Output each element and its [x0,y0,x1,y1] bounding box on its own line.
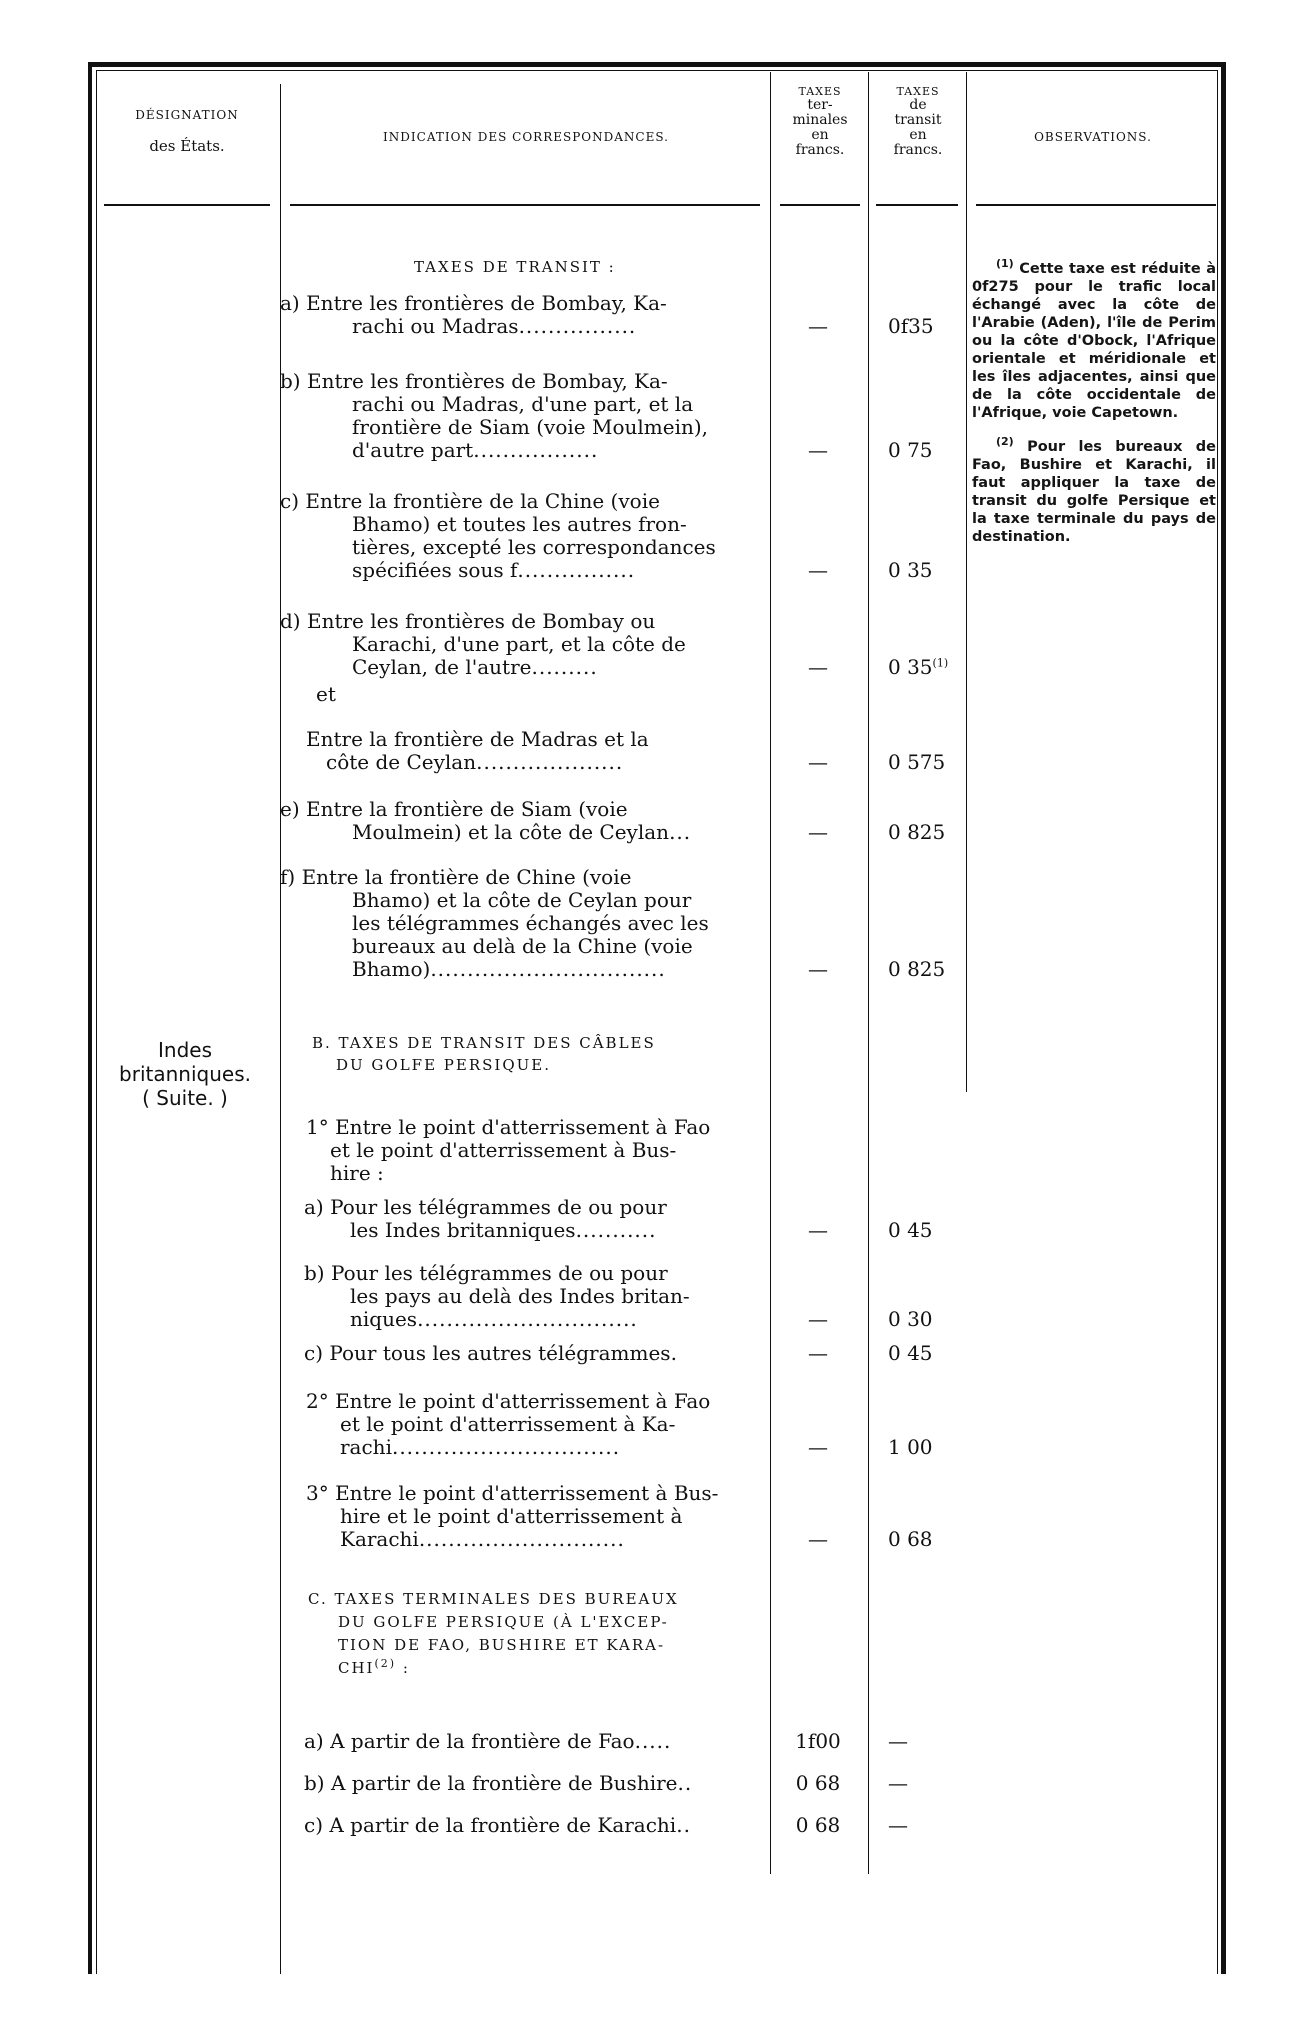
terminal-rate: — [808,957,828,981]
entry-line: hire : [330,1161,384,1185]
header-terminal [772,86,868,158]
column-rule-1 [280,84,281,1974]
entry-text [280,490,770,582]
entry-line [280,1308,770,1331]
header-terminal-line: ter- [807,96,833,113]
header-transit-line: TAXES [896,85,940,98]
entry-line: c) Entre la frontière de la Chine (voie [280,489,660,513]
entry-text [280,370,770,462]
header-rule [976,204,1216,206]
entry-text-part: les Indes britanniques [350,1218,576,1242]
entry-text [280,1730,770,1753]
leader-dots: ................ [518,314,637,338]
entry-line: Bhamo) et toutes les autres fron- [352,512,687,536]
entry-line: et le point d'atterrissement à Bus- [330,1138,677,1162]
entry-line: Karachi, d'une part, et la côte de [352,632,686,656]
header-terminal-line: en [811,127,829,144]
section-title-line: TION DE FAO, BUSHIRE ET KARA- [338,1636,666,1654]
leader-dots: ................................ [430,957,666,981]
entry-text [280,1262,770,1331]
entry-line [280,656,770,679]
entry-line [280,559,770,582]
header-terminal-line: TAXES [798,85,842,98]
header-indication: INDICATION DES CORRESPONDANCES. [383,130,669,144]
terminal-rate: — [808,314,828,338]
terminal-rate: 0 68 [795,1813,841,1837]
terminal-rate: — [808,1527,828,1551]
terminal-rate: — [808,1435,828,1459]
entry-line [280,1436,770,1459]
header-terminal-line: francs. [795,142,845,159]
header-designation-line: DÉSIGNATION [135,108,239,122]
entry-text-part: Bhamo) [352,957,431,981]
entry-text-part: b) A partir de la frontière de Bushire [304,1771,678,1795]
entry-line [280,1772,770,1795]
entry-text [280,1116,770,1185]
entry-line: rachi ou Madras, d'une part, et la [352,392,694,416]
terminal-rate: — [808,558,828,582]
transit-rate: — [888,1771,908,1795]
leader-dots: ......... [531,655,598,679]
header-transit [870,86,966,158]
entry-text-part: Ceylan, de l'autre [352,655,532,679]
state-label-line: ( Suite. ) [142,1086,228,1110]
footnote-ref: (2) [374,1657,397,1670]
entry-line [280,315,770,338]
entry-line [280,1814,770,1837]
entry-text-part: rachi [340,1435,392,1459]
section-title-line [308,1657,679,1680]
terminal-rate: — [808,1218,828,1242]
section-title-line: C. TAXES TERMINALES DES BUREAUX [308,1590,679,1608]
entry-text [280,1342,770,1365]
entry-line [280,1219,770,1242]
entry-text-part: Moulmein) et la côte de Ceylan [352,820,670,844]
terminal-rate: 1f00 [795,1729,841,1753]
entry-line: 2° Entre le point d'atterrissement à Fao [306,1389,711,1413]
entry-line: tières, excepté les correspondances [352,535,716,559]
leader-dots: ........... [575,1218,657,1242]
entry-text [280,1390,770,1459]
entry-line: d) Entre les frontières de Bombay ou [280,609,656,633]
entry-text-part: a) A partir de la frontière de Fao [304,1729,635,1753]
transit-rate: — [888,1813,908,1837]
header-rule [290,204,760,206]
footnote-mark: (2) [996,435,1014,449]
entry-text-part: côte de Ceylan [326,750,477,774]
entry-line: et [316,682,336,706]
transit-rate [868,656,968,679]
entry-line [280,751,770,774]
transit-rate: 0 45 [888,1218,933,1242]
transit-rate: 0 825 [888,820,946,844]
transit-rate: 0 45 [888,1341,933,1365]
entry-text [280,798,770,844]
entry-line: bureaux au delà de la Chine (voie [352,934,693,958]
transit-rate: — [888,1729,908,1753]
entry-text-part: rachi ou Madras [352,314,519,338]
entry-line: 1° Entre le point d'atterrissement à Fao [306,1115,711,1139]
section-title-c [308,1588,679,1680]
entry-line [280,1528,770,1551]
entry-line: a) Entre les frontières de Bombay, Ka- [280,291,667,315]
terminal-rate: — [808,1307,828,1331]
footnote-1 [972,257,1216,422]
terminal-rate: — [808,438,828,462]
entry-line: 3° Entre le point d'atterrissement à Bus- [306,1481,719,1505]
entry-text [280,1482,770,1551]
entry-text [280,1772,770,1795]
header-rule [780,204,860,206]
entry-line: et le point d'atterrissement à Ka- [340,1412,676,1436]
footnote-ref: (1) [932,656,949,670]
transit-rate: 0 30 [888,1307,933,1331]
footnote-text: Cette taxe est réduite à 0f275 pour le trafic local échangé avec la côte de l'Arabie (Aden), l'île de Perim ou la côte d'Obock, l'Afrique orientale et méridionale et les îles adjacentes, ainsi que de la côte occidentale de l'Afrique, voie Capetown. [972,261,1216,421]
entry-line: hire et le point d'atterrissement à [340,1504,683,1528]
entry-line: Bhamo) et la côte de Ceylan pour [352,888,692,912]
entry-text-part: c) A partir de la frontière de Karachi [304,1813,677,1837]
header-transit-line: de [909,96,927,113]
transit-rate: 0f35 [888,314,934,338]
footnote-mark: (1) [996,257,1014,271]
entry-text [280,728,770,774]
state-label [100,1038,270,1110]
leader-dots: ..... [634,1729,672,1753]
entry-line [280,958,770,981]
entry-line: c) Pour tous les autres télégrammes. [304,1341,677,1365]
entry-line: e) Entre la frontière de Siam (voie [280,797,628,821]
entry-text [280,1196,770,1242]
entry-text-part: d'autre part [352,438,474,462]
terminal-rate: — [808,820,828,844]
leader-dots: .............................. [417,1307,638,1331]
leader-dots: ............................... [391,1435,621,1459]
leader-dots: ... [669,820,692,844]
header-terminal-line: minales [792,111,848,128]
section-title-line: DU GOLFE PERSIQUE. [336,1056,551,1074]
column-rule-4 [966,72,967,1092]
terminal-rate: — [808,655,828,679]
header-observations: OBSERVATIONS. [1034,130,1152,144]
transit-rate-value: 0 35 [888,655,933,679]
transit-rate: 0 75 [888,438,933,462]
entry-line: b) Entre les frontières de Bombay, Ka- [280,369,668,393]
leader-dots: ............................ [418,1527,625,1551]
terminal-rate: — [808,1341,828,1365]
section-title-part: CHI [338,1659,375,1677]
section-title-b [312,1034,656,1074]
entry-line: les pays au delà des Indes britan- [350,1284,690,1308]
entry-text [280,610,770,706]
entry-text-part: spécifiées sous f [352,558,518,582]
section-title-transit: TAXES DE TRANSIT : [414,258,616,276]
entry-line: les télégrammes échangés avec les [352,911,709,935]
header-rule [104,204,270,206]
entry-line: f) Entre la frontière de Chine (voie [280,865,632,889]
entry-line [280,439,770,462]
transit-rate: 0 35 [888,558,933,582]
header-transit-line: francs. [893,142,943,159]
entry-text [280,1814,770,1837]
section-title-line: DU GOLFE PERSIQUE (À L'EXCEP- [338,1613,669,1631]
transit-rate: 0 68 [888,1527,933,1551]
state-label-line: britanniques. [119,1062,251,1086]
transit-rate: 1 00 [888,1435,933,1459]
leader-dots: ................ [517,558,636,582]
section-title-line: B. TAXES DE TRANSIT DES CÂBLES [312,1034,656,1052]
header-designation-line2: des États. [149,137,225,155]
leader-dots: ................. [473,438,599,462]
transit-rate: 0 575 [888,750,946,774]
state-label-line: Indes [158,1038,212,1062]
entry-text [280,292,770,338]
footnote-text: Pour les bureaux de Fao, Bushire et Karachi, il faut appliquer la taxe de transit du golfe Persique et la taxe terminale du pays de destination. [972,439,1216,545]
terminal-rate: — [808,750,828,774]
transit-rate: 0 825 [888,957,946,981]
entry-text-part: Karachi [340,1527,419,1551]
entry-line [280,821,770,844]
section-title-part: : [396,1659,410,1677]
header-transit-line: en [909,127,927,144]
leader-dots: .. [676,1813,691,1837]
header-rule [876,204,958,206]
entry-line: frontière de Siam (voie Moulmein), [352,415,709,439]
entry-line: Entre la frontière de Madras et la [306,727,649,751]
observations-notes [972,257,1216,562]
header-designation [104,108,270,156]
terminal-rate: 0 68 [795,1771,841,1795]
leader-dots: .................... [476,750,624,774]
entry-text-part: niques [350,1307,418,1331]
entry-line: b) Pour les télégrammes de ou pour [304,1261,668,1285]
entry-line [280,1730,770,1753]
entry-line: a) Pour les télégrammes de ou pour [304,1195,667,1219]
footnote-2 [972,435,1216,546]
entry-text [280,866,770,981]
header-transit-line: transit [894,111,942,128]
leader-dots: .. [677,1771,693,1795]
